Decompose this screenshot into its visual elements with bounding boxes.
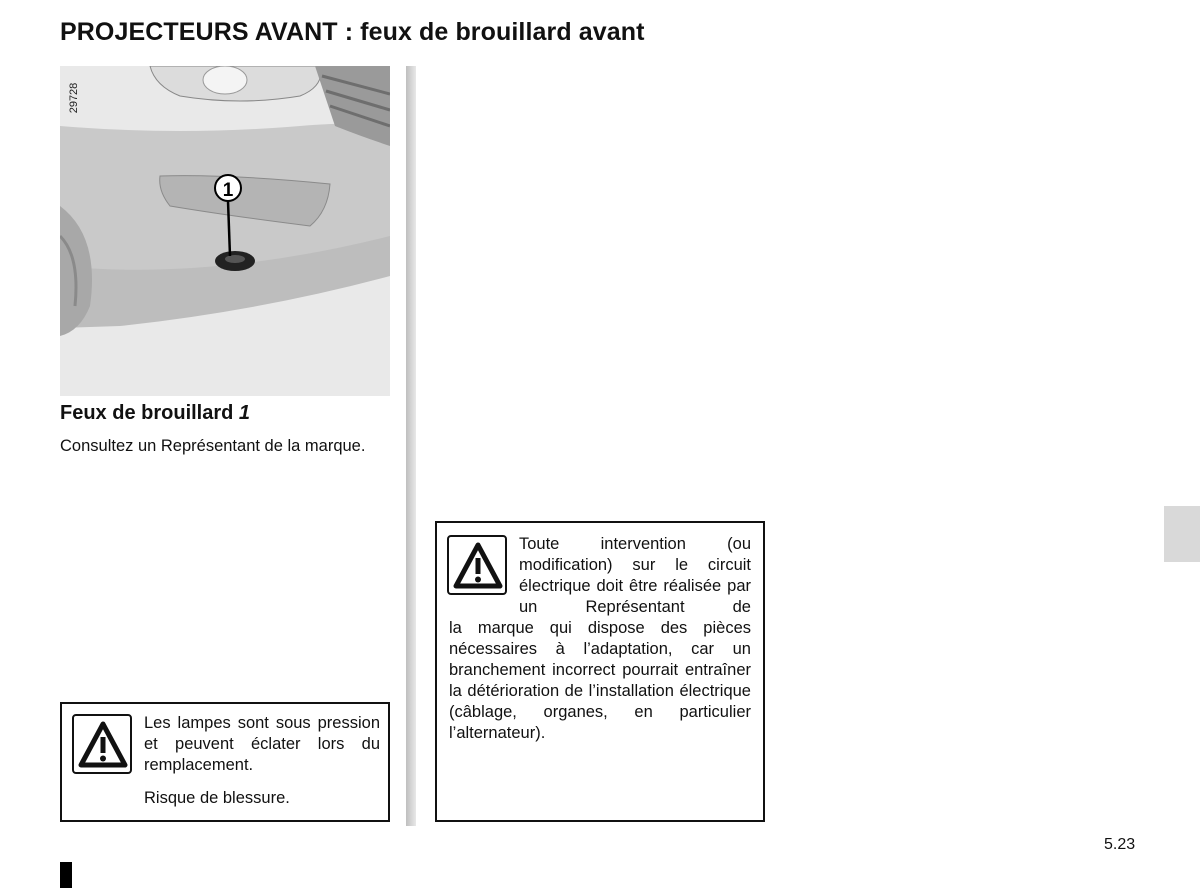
warning-text-electrical-bottom: la marque qui dispose des pièces nécessaires à l’adaptation, car un branchement incorrect pourrait entraîner la détérioration de l’installation électrique (câblage, organes, en particulier l’alternateur).: [449, 619, 751, 742]
figure-reference: [64, 73, 84, 123]
warning-box-electrical: [435, 521, 765, 822]
warning-text-injury: Risque de blessure.: [144, 789, 290, 807]
section-heading-number: 1: [238, 402, 251, 424]
warning-triangle-icon: [72, 714, 132, 774]
warning-text-lamps: Les lampes sont sous pression et peuvent éclater lors du remplacement.: [144, 714, 380, 774]
warning-text-electrical-top: Toute intervention (ou modification) sur le circuit électrique doit être réalisée par un Représentant de: [519, 535, 751, 616]
section-body: Consultez un Représentant de la marque.: [60, 437, 366, 455]
figure-reference-code: 29728: [68, 82, 80, 114]
page-edge-mark: [60, 862, 72, 888]
warning-triangle-icon: [447, 535, 507, 595]
page-number: 5.23: [1104, 836, 1136, 853]
chapter-tab: [1164, 506, 1200, 562]
column-divider: [406, 66, 416, 826]
figure-callout-number: 1: [222, 180, 234, 201]
warning-box-lamps: [60, 702, 390, 822]
fog-light-photo: [60, 66, 390, 396]
vehicle-front-illustration: [60, 66, 390, 396]
page-title: PROJECTEURS AVANT : feux de brouillard avant: [60, 18, 645, 46]
section-heading: [60, 402, 250, 425]
section-heading-text: Feux de brouillard: [60, 402, 239, 424]
